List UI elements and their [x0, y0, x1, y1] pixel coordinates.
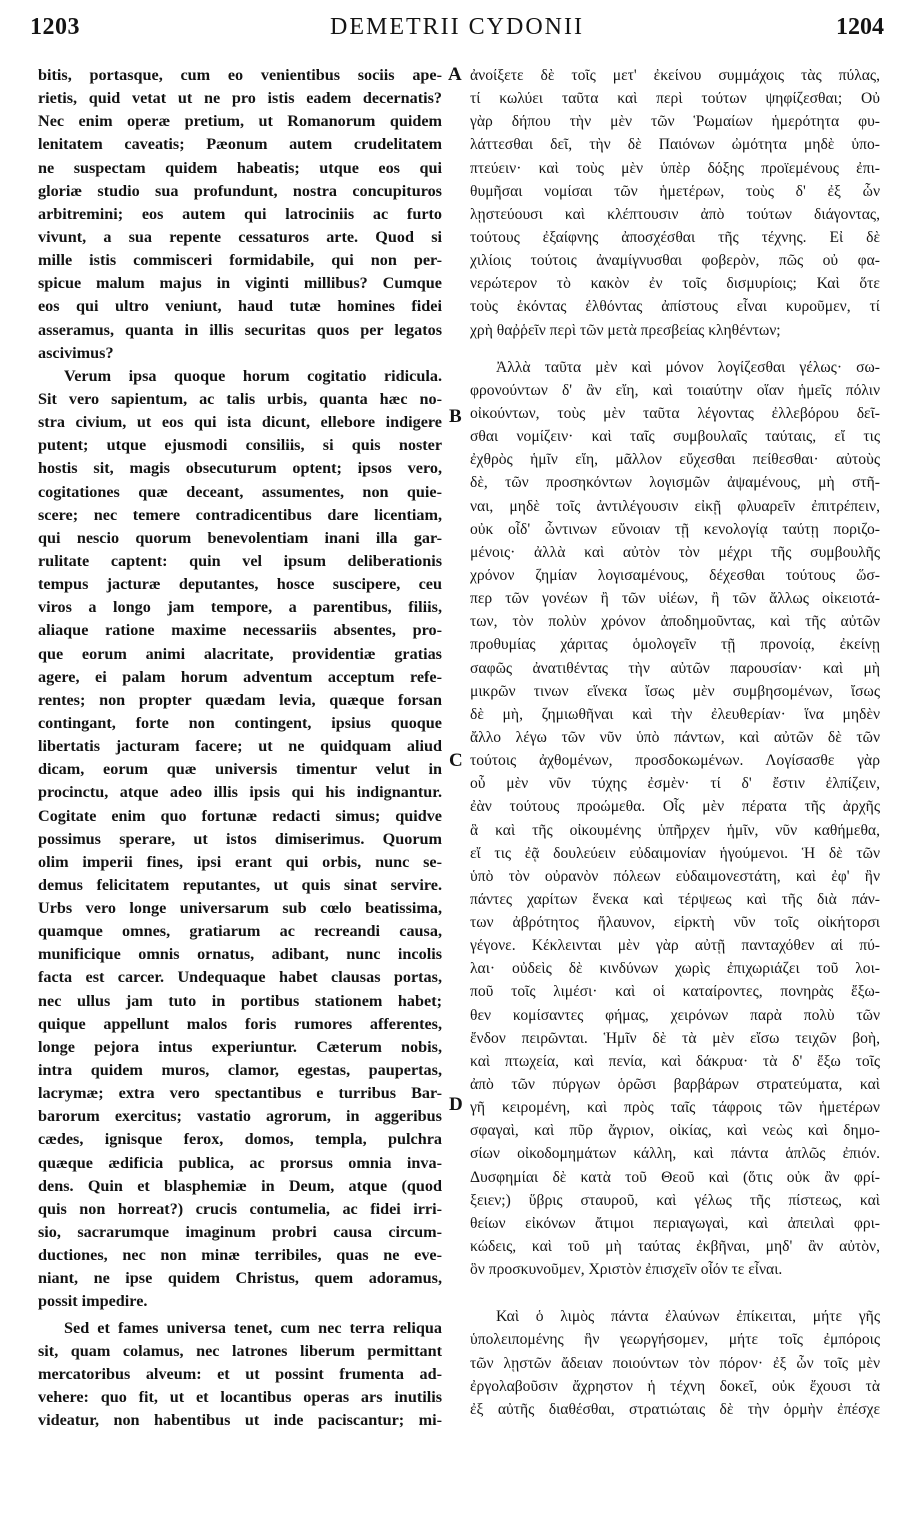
latin-text-line: lacrymæ; extra vero spectantibus e turribus Bar- [38, 1084, 442, 1103]
greek-text-line: ὑπολειπομένης ἣν γεωργήσομεν, μήτε τοῖς ἐμπόροις [470, 1331, 880, 1349]
greek-text-line: χιλίοις τούτοις ἀναμίγνυσθαι φοβερὸν, πῶς οὐ φα- [470, 252, 880, 270]
greek-text-line: σίων οἰκοδομημάτων κάλλη, καὶ πάντα ἁπλῶς ἐπιόν. [470, 1145, 880, 1163]
latin-text-line: demus felicitatem reputantes, ut quis sinat servire. [38, 875, 442, 894]
latin-text-line: procinctu, atque adeo illis ipsis qui his indignantur. [38, 783, 442, 802]
latin-text-line: dicam, eorum quæ universis timentur velut in [38, 760, 442, 779]
greek-text-line: προθυμίας χάριτας ὁμολογεῖν τῇ προνοίᾳ, ἐκείνῃ [470, 636, 880, 654]
latin-text-line: rentes; non propter quædam levia, quæque forsan [38, 690, 442, 709]
greek-text-line: Ἀλλὰ ταῦτα μὲν καὶ μόνον λογίζεσθαι γέλως· σω- [496, 358, 880, 376]
running-title: DEMETRII CYDONII [330, 14, 584, 40]
greek-text-line: χρὴ θαῤῥεῖν περὶ τῶν μετὰ πρεσβείας κληθέντων; [470, 321, 781, 339]
greek-text-line: μικρῶν τινων εἵνεκα ἴσως μὲν συμβησομένων, ἴσως [470, 682, 880, 700]
greek-text-line: Δυσφημίαι δὲ κατὰ τοῦ Θεοῦ καὶ (ὅτις οὐκ ἂν φρί- [470, 1168, 880, 1186]
page-header [30, 8, 884, 48]
latin-text-line: cædes, ignisque ferox, domos, templa, pulchra [38, 1130, 442, 1149]
latin-text-line: quæque ædificia publica, ac prorsus omnia inva- [38, 1153, 442, 1172]
latin-text-line: cogitationes quæ deceant, assumentes, non quie- [38, 482, 442, 501]
greek-text-line: ἐργολαβοῦσιν ἄχρηστον ἡ τέχνη δοκεῖ, οὐκ ἔχουσι τὰ [470, 1377, 880, 1395]
latin-text-line: contingant, forte non contingent, ipsius quoque [38, 713, 442, 732]
greek-text-line: πάντες χαρίτων ἕνεκα καὶ τέρψεως καὶ τῆς διὰ πάν- [470, 890, 880, 908]
latin-text-line: eos qui ultro veniunt, haud tutæ homines fidei [38, 297, 442, 316]
latin-text-line: agere, ei palam horum adventum acceptum refe- [38, 667, 442, 686]
greek-text-line: σαφῶς ἀνατιθέντας τὴν αὐτῶν παρουσίαν· καὶ μὴ [470, 659, 880, 677]
greek-text-line: ἐχθρὸς ἡμῖν εἴη, μᾶλλον εὔχεσθαι πείθεσθαι· αὐτοὺς [470, 451, 880, 469]
latin-text-line: viros a longo jam tempore, a parentibus, filiis, [38, 598, 442, 617]
greek-text-line: λῃστεύουσι καὶ κλέπτουσιν ἀπὸ τούτων διάγοντας, [470, 205, 880, 223]
margin-marker-c: C [449, 750, 463, 771]
latin-text-line: bitis, portasque, cum eo venientibus sociis ape- [38, 66, 442, 84]
greek-text-line: οἰκούντων, τοὺς μὲν ταῦτα λέγοντας ἐλλεβόρου δεῖ- [470, 404, 880, 422]
greek-text-line: θυμῆσαι νομίσαι τῶν ἡμετέρων, τοὺς δ' ἐξ ὧν [470, 182, 880, 200]
greek-text-line: ἔνδον πειρῶνται. Ἡμῖν δὲ τὰ μὲν εἴσω τειχῶν βοὴ, [470, 1029, 880, 1047]
paragraph-gap [470, 342, 880, 356]
greek-text-line: γῆ κειρομένη, καὶ πρὸς ταῖς τάφροις τῶν ἡμετέρων [470, 1099, 880, 1117]
greek-text-line: δὲ, τῶν προσηκόντων λογισμῶν ἀψαμένους, μὴ στῆ- [470, 474, 880, 492]
latin-text-line: ne suspectam quidem habeatis; utque eos qui [38, 158, 442, 177]
margin-marker-d: D [449, 1094, 463, 1115]
greek-text-line: θεν κομίσαντες φήμας, χειρόνων παρὰ πολὺ τῶν [470, 1006, 880, 1024]
greek-text-line: τούτους ἐξαίφνης ἀποσχέσθαι τῆς τέχνης. Εἰ δὲ [470, 228, 880, 246]
latin-text-line: qui nescio quorum benevolentiam inani illa gar- [38, 528, 442, 547]
latin-text-line: hostis sit, magis obsecuturum optent; ipsos vero, [38, 459, 442, 478]
latin-text-line: olim imperii fines, ipsi erant qui orbis, nunc se- [38, 852, 442, 871]
latin-text-line: spicue malum majus in viginti millibus? Cumque [38, 274, 442, 293]
greek-text-line: οὐκ οἶδ' ὧντινων εὔνοιαν τῇ κενολογίᾳ ταύτῃ ποριζο- [470, 520, 880, 538]
page-number-right: 1204 [836, 14, 884, 40]
latin-text-line: intra quidem muros, clamor, egestas, paupertas, [38, 1061, 442, 1080]
latin-text-line: que eorum animi alacritate, providentiæ gratias [38, 644, 442, 663]
greek-text-line: ἄλλο λέγω τῶν νῦν ὑπὸ πάντων, καὶ αὐτῶν δὲ τῶν [470, 728, 880, 746]
latin-text-line: facta est carcer. Undequaque habet clausas portas, [38, 968, 442, 987]
latin-text-line: rietis, quid vetat ut ne pro istis eadem decernatis? [38, 89, 442, 108]
latin-text-line: mille istis commisceri formidabile, qui non per- [38, 251, 442, 270]
latin-text-line: videatur, non habentibus ut inde paciscantur; mi- [38, 1411, 442, 1430]
latin-text-line: vivunt, a sua repente cessaturos arte. Quod si [38, 227, 442, 246]
greek-text-line: ἃ καὶ τῆς οἰκουμένης ὑπῆρχεν ἡμῖν, νῦν καθήμεθα, [470, 821, 880, 839]
latin-text-line: putent; utque ejusmodi consiliis, si quis noster [38, 436, 442, 455]
latin-text-line: Sit vero sapientum, ac talis urbis, quanta hæc no- [38, 389, 442, 408]
greek-text-line: σφαγαὶ, καὶ πῦρ ἄγριον, οἰκίας, καὶ νεὼς καὶ δημο- [470, 1122, 880, 1140]
latin-text-line: longe pejora intus experiuntur. Cæterum nobis, [38, 1037, 442, 1056]
latin-text-line: barorum exercitus; vastatio agrorum, in aggeribus [38, 1107, 442, 1126]
latin-text-line: scere; nec temere contradicentibus dare licentiam, [38, 505, 442, 524]
greek-text-line: των ἀβρότητος ἤλαυνον, εἱρκτὴ νῦν τοῖς οἰκήτορσι [470, 914, 880, 932]
paragraph-gap [470, 1281, 880, 1305]
greek-text-line: ἀπὸ τῶν πύργων ὁρῶσι βαρβάρων στρατεύματα, καὶ [470, 1076, 880, 1094]
latin-text-line: Cogitate enim quo fortunæ redacti simus; quidve [38, 806, 442, 825]
latin-text-line: gloriæ studio sua profundunt, nostra concupituros [38, 181, 442, 200]
greek-text-line: καὶ πτωχεία, καὶ πενία, καὶ δάκρυα· τὰ δ' ἔξω τοῖς [470, 1052, 880, 1070]
greek-text-line: δὲ μὴ, ζημιωθῆναι καὶ τὴν ἐλευθερίαν· ἵνα μηδὲν [470, 705, 880, 723]
greek-text-line: πτεύειν· καὶ τοὺς μὲν ὑπὲρ δόξης προϊεμένους ἐπι- [470, 159, 880, 177]
greek-text-line: μένοις· ἀλλὰ καὶ αὐτὸν τὸν μέχρι τῆς συμβουλῆς [470, 543, 880, 561]
greek-text-line: ὃν προσκυνοῦμεν, Χριστὸν ἐπισχεῖν οἷόν τε εἶναι. [470, 1261, 783, 1279]
latin-text-line: munificique omnis ornatus, adibant, nunc incolis [38, 945, 442, 964]
greek-text-line: Καὶ ὁ λιμὸς πάντα ἐλαύνων ἐπίκειται, μήτε γῆς [496, 1308, 880, 1326]
latin-text-line: arbitremini; eos autem qui latrociniis ac furto [38, 204, 442, 223]
greek-text-line: ξειεν;) ὕβρις σταυροῦ, καὶ γέλως τῆς πίστεως, καὶ [470, 1191, 880, 1209]
page-number-left: 1203 [30, 14, 80, 40]
latin-text-line: possimus sperare, ut istos dimiserimus. Quorum [38, 829, 442, 848]
greek-text-line: ἐξ αὐτῆς διαθέσθαι, στρατιώταις δὲ τὴν ὁρμὴν ἐπέσχε [470, 1400, 880, 1418]
greek-text-line: των, τὸν πολὺν χρόνον ἀποδημοῦντας, καὶ τῆς αὐτῶν [470, 613, 880, 631]
latin-text-line: aliaque ratione maxime necessariis absentes, pro- [38, 621, 442, 640]
latin-text-line: quique appellunt malos foris rumores afferentes, [38, 1014, 442, 1033]
greek-text-line: χρόνον ζημίαν λογισαμένους, δέχεσθαι τούτους ὥσ- [470, 566, 880, 584]
latin-text-line: Sed et fames universa tenet, cum nec terra reliqua [64, 1318, 442, 1337]
latin-text-line: sio, sacrarumque imaginum probri causa circum- [38, 1223, 442, 1242]
greek-text-line: τί κωλύει ταῦτα καὶ περὶ τούτων ψηφίζεσθαι; Οὐ [470, 90, 880, 108]
latin-text-line: asseramus, quanta in illis securitas quos per legatos [38, 320, 442, 339]
greek-text-line: τῶν λῃστῶν ἄδειαν ποιούντων τὸν πόρον· ἐξ ὧν τοῖς μὲν [470, 1354, 880, 1372]
greek-text-line: γὰρ δήπου τὴν μὲν τῶν Ῥωμαίων ἡμερότητα φυ- [470, 113, 880, 131]
greek-text-line: γέγονε. Κέκλεινται μὲν γὰρ αὐτῇ πανταχόθεν αἱ πύ- [470, 937, 880, 955]
latin-text-line: niant, ne ipse quidem Christus, quem adoramus, [38, 1269, 442, 1288]
margin-marker-a: A [448, 64, 462, 85]
greek-text-line: ναι, μηδὲ τοῖς ἀντιλέγουσιν εἰκῇ φλυαρεῖν ἐπιτρέπειν, [470, 497, 880, 515]
latin-text-line: dens. Quin et blasphemiæ in Deum, atque (quod [38, 1176, 442, 1195]
latin-text-line: mercatoribus alveum: et ut possint frumenta ad- [38, 1364, 442, 1383]
latin-text-line: Nec enim operæ pretium, ut Romanorum quidem [38, 112, 442, 131]
latin-text-line: nec ullus jam tuto in portibus stationem habet; [38, 991, 442, 1010]
latin-text-line: vehere: quo fit, ut et locantibus operas ars inutilis [38, 1388, 442, 1407]
latin-text-line: stra civium, ut eos qui ista dicunt, ellebore indigere [38, 413, 442, 432]
greek-text-line: ἀνοίξετε δὲ τοῖς μετ' ἐκείνου συμμάχοις τὰς πύλας, [470, 67, 880, 84]
latin-text-line: tempus jacturæ deputantes, hosce suscipere, ceu [38, 575, 442, 594]
latin-text-line: ascivimus? [38, 343, 114, 362]
greek-text-line: τούτοις ἀχθομένων, προσδοκωμένων. Λογίσασθε γὰρ [470, 752, 880, 770]
greek-text-line: οὗ μὲν νῦν τύχης ἐσμὲν· τί δ' ἔστιν ἐλπίζειν, [470, 775, 880, 793]
greek-text-line: φρονούντων δ' ἂν εἴη, καὶ τοιαύτην οἵαν ἡμεῖς πόλιν [470, 381, 880, 399]
greek-text-line: ὑπὸ τὸν οὐρανὸν πόλεων εὐδαιμονεστάτη, καὶ ἐφ' ἣν [470, 867, 880, 885]
greek-text-line: ἐὰν τούτους προώμεθα. Οἷς μὲν πέρατα τῆς ἀρχῆς [470, 798, 880, 816]
latin-text-line: Verum ipsa quoque horum cogitatio ridicula. [64, 366, 442, 385]
latin-text-line: libertatis jacturam facere; ut ne quidquam aliud [38, 737, 442, 756]
latin-text-line: sit, quam colamus, nec latrones liberum permittant [38, 1341, 442, 1360]
latin-text-line: quis non horreat?) crucis contumelia, ac fidei irri- [38, 1199, 442, 1218]
greek-text-line: νερώτερον τὸ κακὸν ἐν τοῖς δισμυρίοις; Καὶ ὅτε [470, 275, 880, 293]
greek-text-line: λάττεσθαι δεῖ, τὴν δὲ Παιόνων ὠμότητα μηδὲ ὑπο- [470, 136, 880, 154]
latin-text-line: lenitatem caveatis; Pæonum autem crudelitatem [38, 135, 442, 154]
greek-text-line: τοὺς ἑκόντας ἐλθόντας ἀπίστους εἶναι κυροῦμεν, τί [470, 298, 880, 316]
greek-text-line: κώδεις, καὶ τοῦ μὴ ταύτας ἐκβῆναι, μηδ' ἂν αὐτὸν, [470, 1238, 880, 1256]
greek-text-line: λαι· οὐδεὶς δὲ κινδύνων χωρὶς ἐπιχωριάζει τοῦ λοι- [470, 960, 880, 978]
latin-column [38, 64, 442, 1432]
margin-marker-b: B [449, 406, 462, 427]
greek-text-line: σθαι νομίζειν· καὶ ταῖς συμβουλαῖς ταύταις, εἴ τις [470, 428, 880, 446]
greek-text-line: θείων εἰκόνων ἄτιμοι περιαγωγαὶ, καὶ ἀπειλαὶ φρι- [470, 1214, 880, 1232]
greek-text-line: εἴ τις ἐᾷ δουλεύειν εὐδαιμονίαν ἡγούμενοι. Ἡ δὲ τῶν [470, 844, 880, 862]
latin-text-line: ductiones, nec non minæ terribiles, quas ne eve- [38, 1246, 442, 1265]
latin-text-line: rulitate captent: quin vel ipsum deliberationis [38, 551, 442, 570]
latin-text-line: possit impedire. [38, 1292, 148, 1311]
latin-text-line: Urbs vero longe universarum sub cœlo beatissima, [38, 899, 442, 918]
greek-column [470, 64, 880, 1421]
greek-text-line: περ τῶν γονέων ἢ τῶν υἱέων, ἢ τῶν ἄλλως οἰκειοτά- [470, 590, 880, 608]
latin-text-line: quamque omnes, gratiarum ac recreandi causa, [38, 922, 442, 941]
greek-text-line: ποῦ τοῖς λιμέσι· καὶ οἱ καταίροντες, πονηρὰς ἔξω- [470, 983, 880, 1001]
